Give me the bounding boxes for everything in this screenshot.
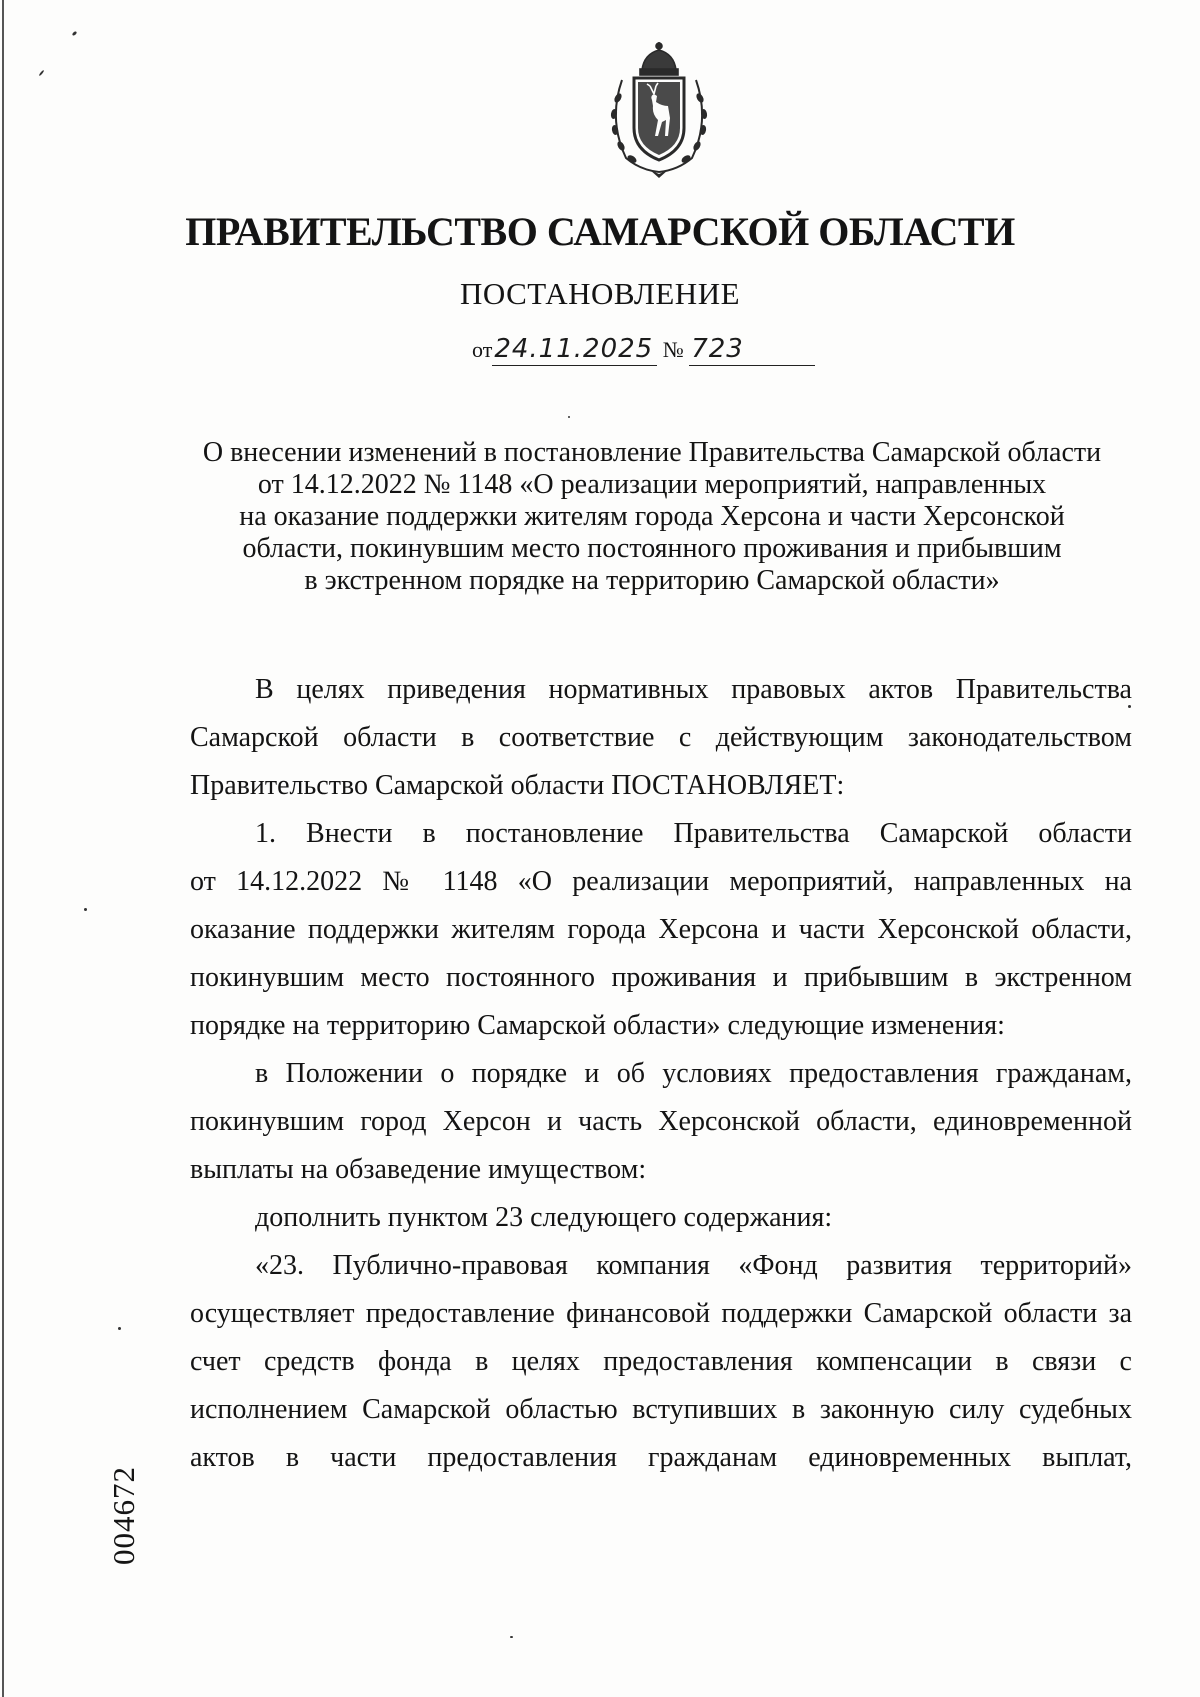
scan-speck <box>510 1636 513 1638</box>
number-prefix: № <box>662 337 684 362</box>
document-body <box>190 666 1132 1482</box>
body-line: Правительство Самарской области ПОСТАНОВЛЯЕТ: <box>190 770 845 801</box>
number-value: 723 <box>691 334 744 364</box>
body-line: дополнить пунктом 23 следующего содержания: <box>255 1202 833 1233</box>
body-line: 1. Внести в постановление Правительства Самарской области <box>255 818 1132 849</box>
number-field <box>689 334 815 366</box>
body-line: актов в части предоставления гражданам единовременных выплат, <box>190 1442 1132 1473</box>
date-number-line <box>472 334 815 366</box>
body-line: покинувшим место постоянного проживания и прибывшим в экстренном <box>190 962 1132 993</box>
scan-speck <box>84 908 87 911</box>
document-subject <box>190 437 1114 597</box>
body-line: в Положении о порядке и об условиях предоставления гражданам, <box>255 1058 1132 1089</box>
scan-speck <box>118 1327 121 1330</box>
body-line: порядке на территорию Самарской области» следующие изменения: <box>190 1010 1005 1041</box>
body-line: осуществляет предоставление финансовой поддержки Самарской области за <box>190 1298 1132 1329</box>
body-line: исполнением Самарской областью вступивших в законную силу судебных <box>190 1394 1132 1425</box>
date-value: 24.11.2025 <box>494 334 654 364</box>
margin-stamp-number: 004672 <box>106 1466 141 1565</box>
organization-title: ПРАВИТЕЛЬСТВО САМАРСКОЙ ОБЛАСТИ <box>185 209 1015 254</box>
scan-speck <box>38 70 44 77</box>
date-prefix: от <box>472 337 493 362</box>
subject-line: от 14.12.2022 № 1148 «О реализации мероприятий, направленных <box>257 469 1047 500</box>
subject-line: на оказание поддержки жителям города Херсона и части Херсонской <box>239 501 1065 532</box>
body-line: покинувшим город Херсон и часть Херсонской области, единовременной <box>190 1106 1132 1137</box>
body-line: от 14.12.2022 № 1148 «О реализации мероприятий, направленных на <box>190 866 1132 897</box>
subject-line: в экстренном порядке на территорию Самарской области» <box>304 565 1000 596</box>
body-line: счет средств фонда в целях предоставления компенсации в связи с <box>190 1346 1132 1377</box>
document-type: ПОСТАНОВЛЕНИЕ <box>459 276 741 311</box>
date-field <box>492 334 657 366</box>
subject-line: О внесении изменений в постановление Правительства Самарской области <box>202 437 1102 468</box>
body-line: выплаты на обзаведение имуществом: <box>190 1154 647 1185</box>
subject-line: области, покинувшим место постоянного проживания и прибывшим <box>242 533 1062 564</box>
body-line: «23. Публично-правовая компания «Фонд развития территорий» <box>255 1250 1132 1281</box>
body-line: оказание поддержки жителям города Херсона и части Херсонской области, <box>190 914 1132 945</box>
body-line: В целях приведения нормативных правовых актов Правительства <box>255 674 1132 705</box>
body-line: Самарской области в соответствие с действующим законодательством <box>190 722 1132 753</box>
scan-speck <box>568 416 570 418</box>
coat-of-arms-emblem <box>600 40 718 180</box>
scan-speck <box>72 31 78 37</box>
